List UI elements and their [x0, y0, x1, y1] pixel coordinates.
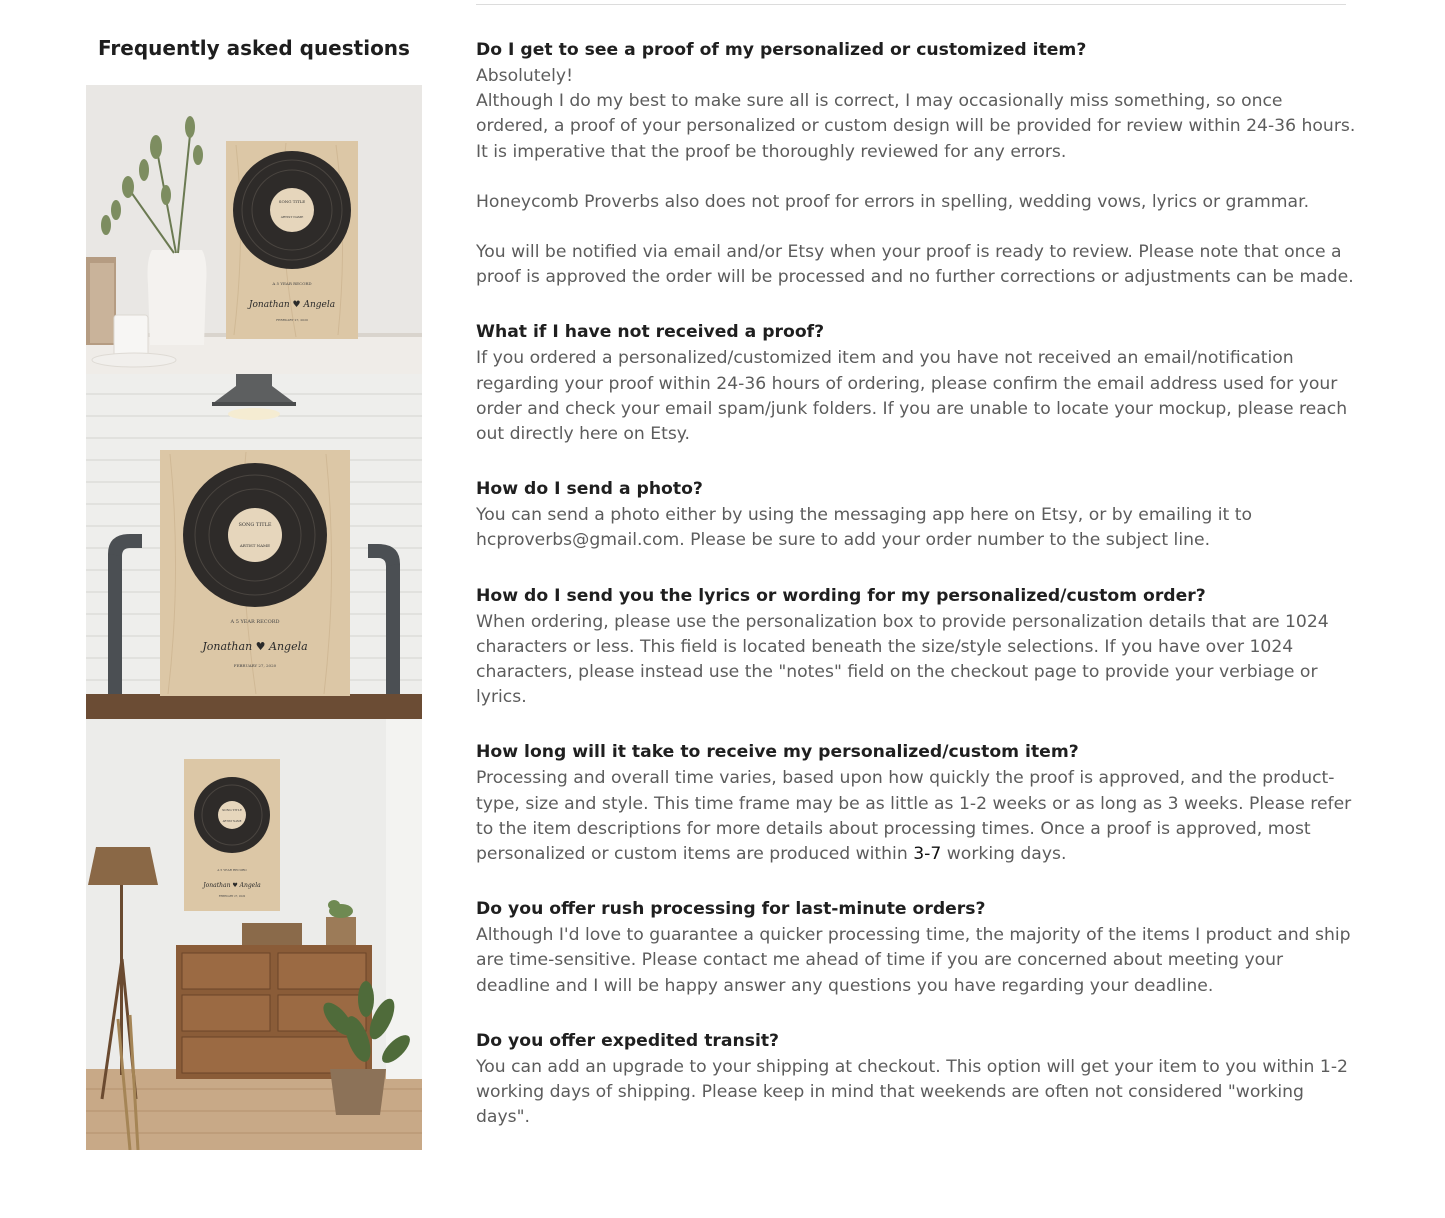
record-artist-text: ARTIST NAME — [239, 543, 271, 548]
faq-item-lyrics — [476, 584, 1356, 711]
faq-question: Do I get to see a proof of my personalized or customized item? — [476, 40, 1087, 60]
faq-question: What if I have not received a proof? — [476, 322, 825, 343]
faq-item-timing — [476, 740, 1356, 867]
faq-list — [476, 38, 1356, 1160]
record-names-text: Jonathan ♥ Angela — [203, 882, 261, 889]
record-names-text: Jonathan ♥ Angela — [202, 640, 308, 653]
faq-answer-text: Processing and overall time varies, based upon how quickly the proof is approved, and the product-type, size and style. This time frame may be as little as 1-2 weeks or as long as 3 weeks. Please refer to the item descriptions for more details about processing times. Once a proof is approved, most personalized or custom items are produced within — [476, 768, 1352, 865]
faq-question: How long will it take to receive my personalized/custom item? — [476, 742, 1079, 763]
record-title-text: SONG TITLE — [278, 199, 306, 204]
record-artist-text: ARTIST NAME — [280, 215, 304, 219]
faq-answer: When ordering, please use the personalization box to provide personalization details that are 1024 characters or less. This field is located beneath the size/style selections. If you have over 1024 characters, please instead use the "notes" field on the checkout page to provide your verbiage or lyrics. — [476, 611, 1329, 708]
faq-item-rush — [476, 897, 1356, 999]
faq-question: Do you offer expedited transit? — [476, 1030, 780, 1051]
faq-answer: You can send a photo either by using the messaging app here on Etsy, or by emailing it to hcproverbs@gmail.com. Please be sure to add your order number to the subject line. — [476, 505, 1252, 551]
product-photos — [86, 85, 422, 1150]
faq-answer: Honeycomb Proverbs also does not proof for errors in spelling, wedding vows, lyrics or grammar. — [476, 191, 1310, 212]
faq-answer: If you ordered a personalized/customized item and you have not received an email/notification regarding your proof within 24-36 hours of ordering, please confirm the email address used for your order and check your email spam/junk folders. If you are unable to locate your mockup, please reach out directly here on Etsy. — [476, 348, 1348, 445]
faq-answer: Absolutely! — [476, 66, 573, 86]
record-caption-text: A 5 YEAR RECORD — [217, 868, 247, 872]
faq-question: How do I send a photo? — [476, 479, 703, 500]
faq-heading: Frequently asked questions — [98, 36, 410, 60]
top-divider — [476, 4, 1346, 5]
record-caption-text: A 5 YEAR RECORD — [230, 619, 280, 625]
record-artist-text: ARTIST NAME — [222, 820, 242, 823]
faq-question: Do you offer rush processing for last-minute orders? — [476, 899, 986, 920]
record-date-text: FEBRUARY 27, 2020 — [233, 663, 277, 668]
faq-answer-text: working days. — [941, 844, 1067, 865]
product-photo-2 — [86, 374, 422, 719]
faq-answer: Although I do my best to make sure all is correct, I may occasionally miss something, so once ordered, a proof of your personalized or custom design will be provided for review within 24-36 hours. It is imperative that the proof be thoroughly reviewed for any errors. — [476, 91, 1356, 162]
record-caption-text: A 5 YEAR RECORD — [272, 281, 312, 286]
faq-item-send-photo — [476, 477, 1356, 553]
faq-item-proof — [476, 38, 1356, 290]
record-date-text: FEBRUARY 27, 2020 — [218, 895, 246, 898]
faq-answer — [476, 766, 1356, 867]
faq-answer: You will be notified via email and/or Etsy when your proof is ready to review. Please note that once a proof is approved the order will be processed and no further corrections or adjustments can be made. — [476, 242, 1354, 288]
product-photo-3 — [86, 719, 422, 1150]
record-title-text: SONG TITLE — [222, 808, 242, 812]
faq-item-not-received — [476, 320, 1356, 447]
record-title-text: SONG TITLE — [238, 522, 272, 528]
product-photo-1 — [86, 85, 422, 374]
faq-answer: Although I'd love to guarantee a quicker processing time, the majority of the items I product and ship are time-sensitive. Please contact me ahead of time if you are concerned about meeting your deadline and I will be happy answer any questions you have regarding your deadline. — [476, 925, 1351, 996]
faq-question: How do I send you the lyrics or wording for my personalized/custom order? — [476, 585, 1206, 606]
record-names-text: Jonathan ♥ Angela — [248, 300, 336, 310]
record-date-text: FEBRUARY 27, 2020 — [276, 318, 308, 322]
faq-answer: You can add an upgrade to your shipping at checkout. This option will get your item to you within 1-2 working days of shipping. Please keep in mind that weekends are often not considered "working days". — [476, 1056, 1348, 1128]
faq-answer-highlight: 3-7 — [913, 844, 942, 865]
faq-item-expedited — [476, 1029, 1356, 1131]
